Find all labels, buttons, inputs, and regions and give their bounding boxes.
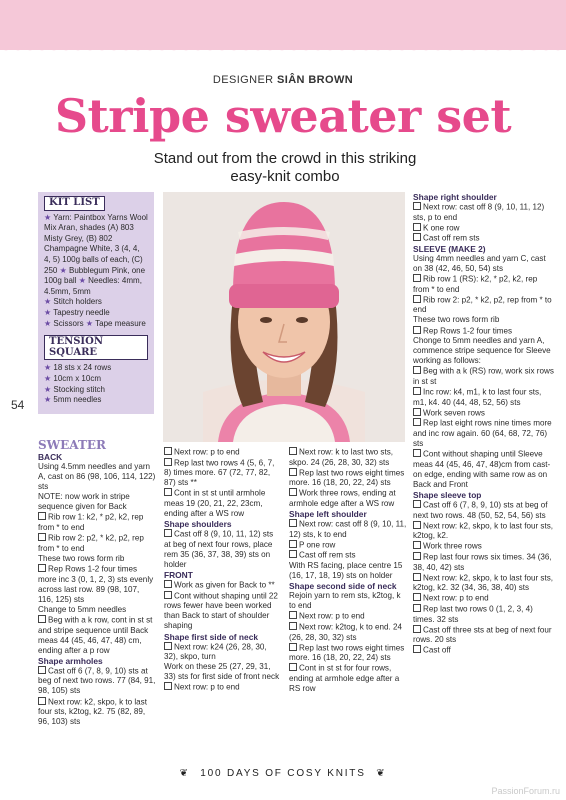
- heading-first-side-neck: Shape first side of neck: [164, 631, 259, 642]
- instruction-line: Next row: p to end: [164, 447, 282, 458]
- instruction-line: Next row: cast off 8 (9, 10, 11, 12) sts, p to end: [413, 202, 555, 223]
- instruction-line: Cast off rem sts: [289, 550, 407, 561]
- model-photo: [163, 192, 405, 442]
- instruction-line: Rep last two rows 4 (5, 6, 7, 8) times more. 67 (72, 77, 82, 87) sts **: [164, 458, 282, 489]
- heading-left-shoulder: Shape left shoulder: [289, 509, 367, 520]
- heading-right-shoulder: Shape right shoulder: [413, 192, 497, 202]
- star-icon: ★: [59, 265, 67, 275]
- instruction-line: Cast off three sts at beg of next four rows. 20 sts: [413, 625, 555, 646]
- instruction-line: Next row: k2, skpo, k to last four sts, k2tog, k2. 75 (82, 89, 96, 103) sts: [38, 697, 156, 728]
- instruction-line: These two rows form rib: [413, 315, 500, 325]
- kit-list-heading: KIT LIST: [44, 196, 105, 211]
- instruction-line: Rejoin yarn to rem sts, k2tog, k to end: [289, 591, 401, 611]
- instruction-line: Rib row 2: p2, * k2, p2, rep from * to end: [38, 533, 156, 554]
- column-3: [289, 447, 407, 694]
- instruction-line: These two rows form rib: [38, 553, 125, 563]
- instruction-line: Next row: cast off 8 (9, 10, 11, 12) sts, k to end: [289, 519, 407, 539]
- star-icon: ★: [44, 212, 52, 222]
- instruction-line: Next row: p to end: [164, 682, 282, 693]
- scallop-edge: [0, 44, 566, 56]
- instruction-line: Rep last two rows eight times more. 16 (18, 20, 22, 24) sts: [289, 468, 407, 489]
- instruction-line: Rep last two rows eight times more. 16 (18, 20, 22, 24) sts: [289, 643, 407, 664]
- instruction-line: Rib row 1: k2, * p2, k2, rep from * to end: [38, 512, 156, 533]
- star-icon: ★: [44, 373, 52, 383]
- star-icon: ★: [44, 297, 52, 307]
- heading-front: FRONT: [164, 570, 193, 581]
- instruction-line: Rep Rows 1-2 four times: [413, 326, 555, 337]
- instruction-line: Rep last two rows 0 (1, 2, 3, 4) times. 32 sts: [413, 604, 555, 625]
- heading-shape-armholes: Shape armholes: [38, 655, 103, 666]
- instruction-line: With RS facing, place centre 15 (16, 17, 18, 19) sts on holder: [289, 560, 403, 581]
- instruction-line: Next row: k2tog, k to end. 24 (26, 28, 30, 32) sts: [289, 622, 407, 643]
- instruction-line: Rep last four rows six times. 34 (36, 38, 40, 42) sts: [413, 552, 555, 573]
- heading-sleeve-top: Shape sleeve top: [413, 490, 482, 501]
- instruction-line: Cont in st st for four rows, ending at armhole edge after a RS row: [289, 663, 407, 694]
- instruction-line: Rep Rows 1-2 four times more inc 3 (0, 1, 2, 3) sts evenly across last row. 89 (98, 107, 116, 125) sts: [38, 564, 156, 605]
- instruction-line: Beg with a k row, cont in st st and stripe sequence until Back meas 44 (45, 46, 47, 48) cm, ending after a p row: [38, 615, 156, 656]
- designer-credit: DESIGNER SIÂN BROWN: [212, 74, 354, 86]
- instruction-line: Beg with a k (RS) row, work six rows in st st: [413, 366, 554, 386]
- instruction-line: Cont without shaping until Sleeve meas 44 (45, 46, 47, 48)cm from cast-on edge, ending with same row as on Back and Front: [413, 449, 555, 490]
- instruction-line: Cast off 8 (9, 10, 11, 12) sts at beg of next four rows, place rem 35 (36, 37, 38, 39) sts on holder: [164, 529, 282, 570]
- instruction-line: Chonge to 5mm needles and yarn A, commence stripe sequence for Sleeve working as follows:: [413, 336, 551, 366]
- heading-sleeve: SLEEVE (MAKE 2): [413, 243, 486, 254]
- star-icon: ★: [44, 384, 52, 394]
- instruction-line: Next row: p to end: [413, 593, 555, 604]
- instruction-line: Work as given for Back to **: [164, 580, 282, 591]
- star-icon: ★: [44, 318, 52, 328]
- ornament-icon: ❦: [179, 768, 190, 779]
- heading-shape-shoulders: Shape shoulders: [164, 519, 232, 530]
- column-4: [413, 192, 555, 656]
- instruction-line: K one row: [413, 223, 555, 234]
- heading-second-side-neck: Shape second side of neck: [289, 581, 397, 592]
- star-icon: ★: [44, 363, 52, 373]
- instruction-line: Next row: k24 (26, 28, 30, 32), skpo, turn: [164, 642, 282, 663]
- column-1: [38, 438, 156, 727]
- page-title: Stripe sweater set: [54, 89, 512, 143]
- watermark: PassionForum.ru: [491, 786, 560, 796]
- instruction-line: Cont in st st until armhole meas 19 (20, 21, 22, 23cm, ending after a WS row: [164, 488, 282, 519]
- instruction-line: Next row: k to last two sts, skpo. 24 (26, 28, 30, 32) sts: [289, 447, 407, 468]
- column-2: [164, 447, 282, 693]
- instruction-line: P one row: [289, 540, 407, 551]
- instruction-line: Next row: k2, skpo, k to last four sts, k2tog, k2.: [413, 521, 553, 541]
- instruction-line: Work on these 25 (27, 29, 31, 33) sts for first side of front neck: [164, 662, 280, 682]
- tension-list: ★ 18 sts x 24 rows ★ 10cm x 10cm ★ Stocking stitch ★ 5mm needles: [44, 363, 112, 405]
- instruction-line: NOTE: now work in stripe sequence given for Back: [38, 492, 130, 512]
- instruction-line: Rib row 1 (RS): k2, * p2, k2, rep from * to end: [413, 274, 555, 295]
- instruction-line: Work three rows, ending at armhole edge after a WS row: [289, 488, 407, 509]
- instruction-line: Rep last eight rows nine times more and inc row again. 60 (64, 68, 72, 76) sts: [413, 418, 555, 449]
- star-icon: ★: [44, 395, 52, 405]
- instruction-line: Next row: k2, skpo, k to last four sts, k2tog, k2. 32 (34, 36, 38, 40) sts: [413, 573, 553, 593]
- page-footer: [0, 768, 566, 779]
- tension-heading: TENSION SQUARE: [44, 335, 148, 360]
- page-number: 54: [11, 398, 25, 412]
- instruction-line: Rib row 2: p2, * k2, p2, rep from * to end: [413, 295, 555, 316]
- instruction-line: Work three rows: [413, 541, 555, 552]
- instruction-line: Cast off rem sts: [413, 233, 555, 244]
- footer-title: 100 DAYS OF COSY KNITS: [200, 768, 366, 779]
- instruction-line: Work seven rows: [413, 408, 555, 419]
- top-pink-band: [0, 0, 566, 50]
- instruction-line: Cast off 6 (7, 8, 9, 10) sts at beg of next two rows. 77 (84, 91, 98, 105) sts: [38, 666, 156, 696]
- section-sweater: SWEATER: [38, 438, 106, 452]
- instruction-line: Using 4.5mm needles and yarn A, cast on 86 (98, 106, 114, 122) sts: [38, 462, 156, 492]
- instruction-line: Change to 5mm needles: [38, 604, 127, 614]
- heading-back: BACK: [38, 452, 63, 462]
- instruction-line: Inc row: k4, m1, k to last four sts, m1, k4. 40 (44, 48, 52, 56) sts: [413, 387, 555, 408]
- kit-list-panel: [38, 192, 154, 414]
- page-subtitle: Stand out from the crowd in this striking easy-knit combo: [153, 150, 417, 185]
- instruction-line: Using 4mm needles and yarn C, cast on 38 (42, 46, 50, 54) sts: [413, 253, 546, 273]
- star-icon: ★: [44, 307, 52, 317]
- ornament-icon: ❦: [376, 768, 387, 779]
- kit-list-text: ★ Yarn: Paintbox Yarns Wool Mix Aran, shades (A) 803 Misty Grey, (B) 802 Champagne White, 3 (4, 4, 4, 5) 100g balls of each, (C) 250 ★ Bubblegum Pink, one 100g ball ★ Needles: 4mm, 4.5mm, 5mm ★ Stitch holders ★ Tapestry needle ★ Scissors ★ Tape measure: [44, 212, 148, 328]
- instruction-line: Cast off 6 (7, 8, 9, 10) sts at beg of next two rows. 48 (50, 52, 54, 56) sts: [413, 500, 555, 521]
- instruction-line: Cont without shaping until 22 rows fewer have been worked than Back to start of shoulder shaping: [164, 591, 282, 632]
- instruction-line: Cast off: [413, 645, 555, 656]
- model-illustration: [163, 192, 405, 442]
- instruction-line: Next row: p to end: [289, 611, 407, 622]
- star-icon: ★: [85, 318, 94, 328]
- star-icon: ★: [78, 276, 86, 286]
